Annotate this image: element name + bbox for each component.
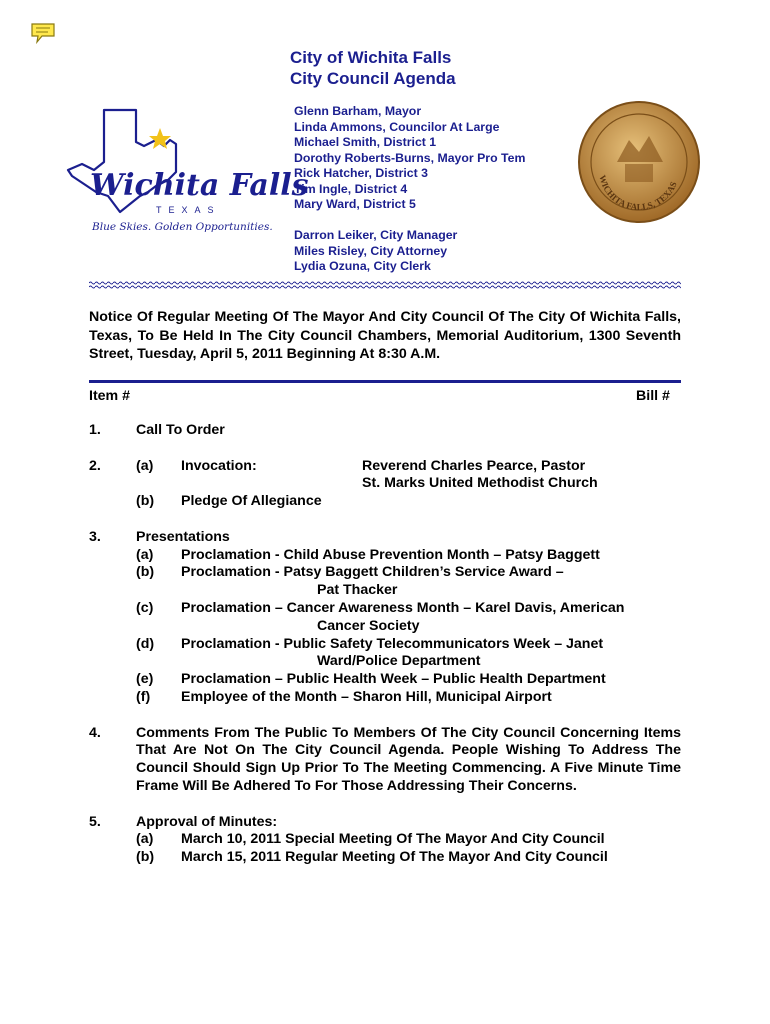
item-number: 4.	[89, 724, 101, 741]
sub-text: Proclamation - Patsy Baggett Children’s Service Award –	[181, 564, 564, 581]
council-member: Linda Ammons, Councilor At Large	[294, 119, 500, 134]
sub-label: (b)	[136, 493, 155, 510]
sub-text: Proclamation - Public Safety Telecommunicators Week – Janet	[181, 635, 604, 652]
agenda-title	[290, 47, 550, 89]
item-column-header: Item #	[89, 388, 131, 404]
agenda-item-2a	[89, 458, 681, 476]
agenda-item-1	[89, 422, 681, 440]
sub-label: (a)	[136, 546, 154, 563]
sub-label: (a)	[136, 831, 154, 848]
logo-state: TEXAS	[156, 205, 221, 215]
note-annotation-icon[interactable]	[30, 22, 56, 44]
sub-text: Invocation:	[181, 457, 257, 474]
sub-text: Proclamation – Cancer Awareness Month – Karel Davis, American	[181, 599, 625, 616]
item-text: Comments From The Public To Members Of The City Council Concerning Items That Are Not On The City Council Agenda. People Wishing To Address The Council Should Sign Up Prior To The Meeting Commencing. A Five Minute Time Frame Will Be Adhered To For Those Addressing Their Concerns.	[136, 724, 681, 794]
council-members-list	[294, 104, 525, 213]
staff-member: Lydia Ozuna, City Clerk	[294, 259, 431, 273]
council-member: Dorothy Roberts-Burns, Mayor Pro Tem	[294, 150, 526, 165]
staff-list	[294, 228, 457, 275]
sub-text-continued: Cancer Society	[317, 617, 420, 634]
agenda-item-2b	[89, 493, 681, 511]
sub-text-continued: Ward/Police Department	[317, 653, 481, 670]
item-number: 1.	[89, 422, 101, 438]
title-line-1: City of Wichita Falls	[290, 48, 452, 67]
header-divider	[89, 281, 681, 289]
sub-text-continued: Pat Thacker	[317, 582, 398, 599]
agenda-item-5	[89, 814, 681, 832]
section-rule	[89, 380, 681, 383]
council-member: Glenn Barham, Mayor	[294, 104, 422, 118]
sub-label: (a)	[136, 457, 154, 474]
city-seal	[577, 100, 701, 224]
logo-tagline: Blue Skies. Golden Opportunities.	[92, 221, 273, 233]
staff-member: Darron Leiker, City Manager	[294, 228, 458, 242]
item-number: 3.	[89, 528, 101, 545]
sub-text: Proclamation - Child Abuse Prevention Month – Patsy Baggett	[181, 546, 600, 563]
agenda-item-4	[89, 725, 681, 796]
sub-text: March 10, 2011 Special Meeting Of The Mayor And City Council	[181, 831, 605, 848]
council-member: Mary Ward, District 5	[294, 197, 416, 211]
sub-label: (f)	[136, 688, 151, 705]
officiant-name: Reverend Charles Pearce, Pastor	[362, 457, 586, 474]
seal-text: WICHITA FALLS, TEXAS	[597, 173, 679, 213]
agenda-item-3	[89, 529, 681, 547]
item-number: 2.	[89, 457, 101, 474]
bill-column-header: Bill #	[636, 388, 670, 404]
staff-member: Miles Risley, City Attorney	[294, 243, 448, 258]
meeting-notice: Notice Of Regular Meeting Of The Mayor And City Council Of The City Of Wichita Falls, Texas, To Be Held In The City Council Chambers, Memorial Auditorium, 1300 Seventh Street, Tuesday, April 5, 2011 Beginning At 8:30 A.M.	[89, 309, 681, 362]
council-member: Rick Hatcher, District 3	[294, 166, 428, 180]
sub-label: (d)	[136, 635, 155, 652]
sub-label: (b)	[136, 564, 155, 581]
item-title: Call To Order	[136, 422, 225, 438]
title-line-2: City Council Agenda	[290, 69, 456, 88]
council-member: Michael Smith, District 1	[294, 135, 437, 149]
item-title: Presentations	[136, 528, 230, 545]
item-title: Approval of Minutes:	[136, 813, 278, 830]
council-member: Tim Ingle, District 4	[294, 181, 408, 196]
sub-text: March 15, 2011 Regular Meeting Of The Mayor And City Council	[181, 849, 608, 866]
item-number: 5.	[89, 813, 101, 830]
sub-text: Employee of the Month – Sharon Hill, Municipal Airport	[181, 688, 552, 705]
logo-wordmark: Wichita Falls	[90, 168, 309, 203]
sub-label: (e)	[136, 671, 154, 688]
agenda-items	[89, 422, 681, 867]
city-logo	[64, 100, 309, 240]
sub-text: Pledge Of Allegiance	[181, 493, 322, 510]
sub-label: (c)	[136, 599, 154, 616]
sub-label: (b)	[136, 849, 155, 866]
officiant-church: St. Marks United Methodist Church	[362, 475, 598, 492]
sub-text: Proclamation – Public Health Week – Public Health Department	[181, 671, 606, 688]
